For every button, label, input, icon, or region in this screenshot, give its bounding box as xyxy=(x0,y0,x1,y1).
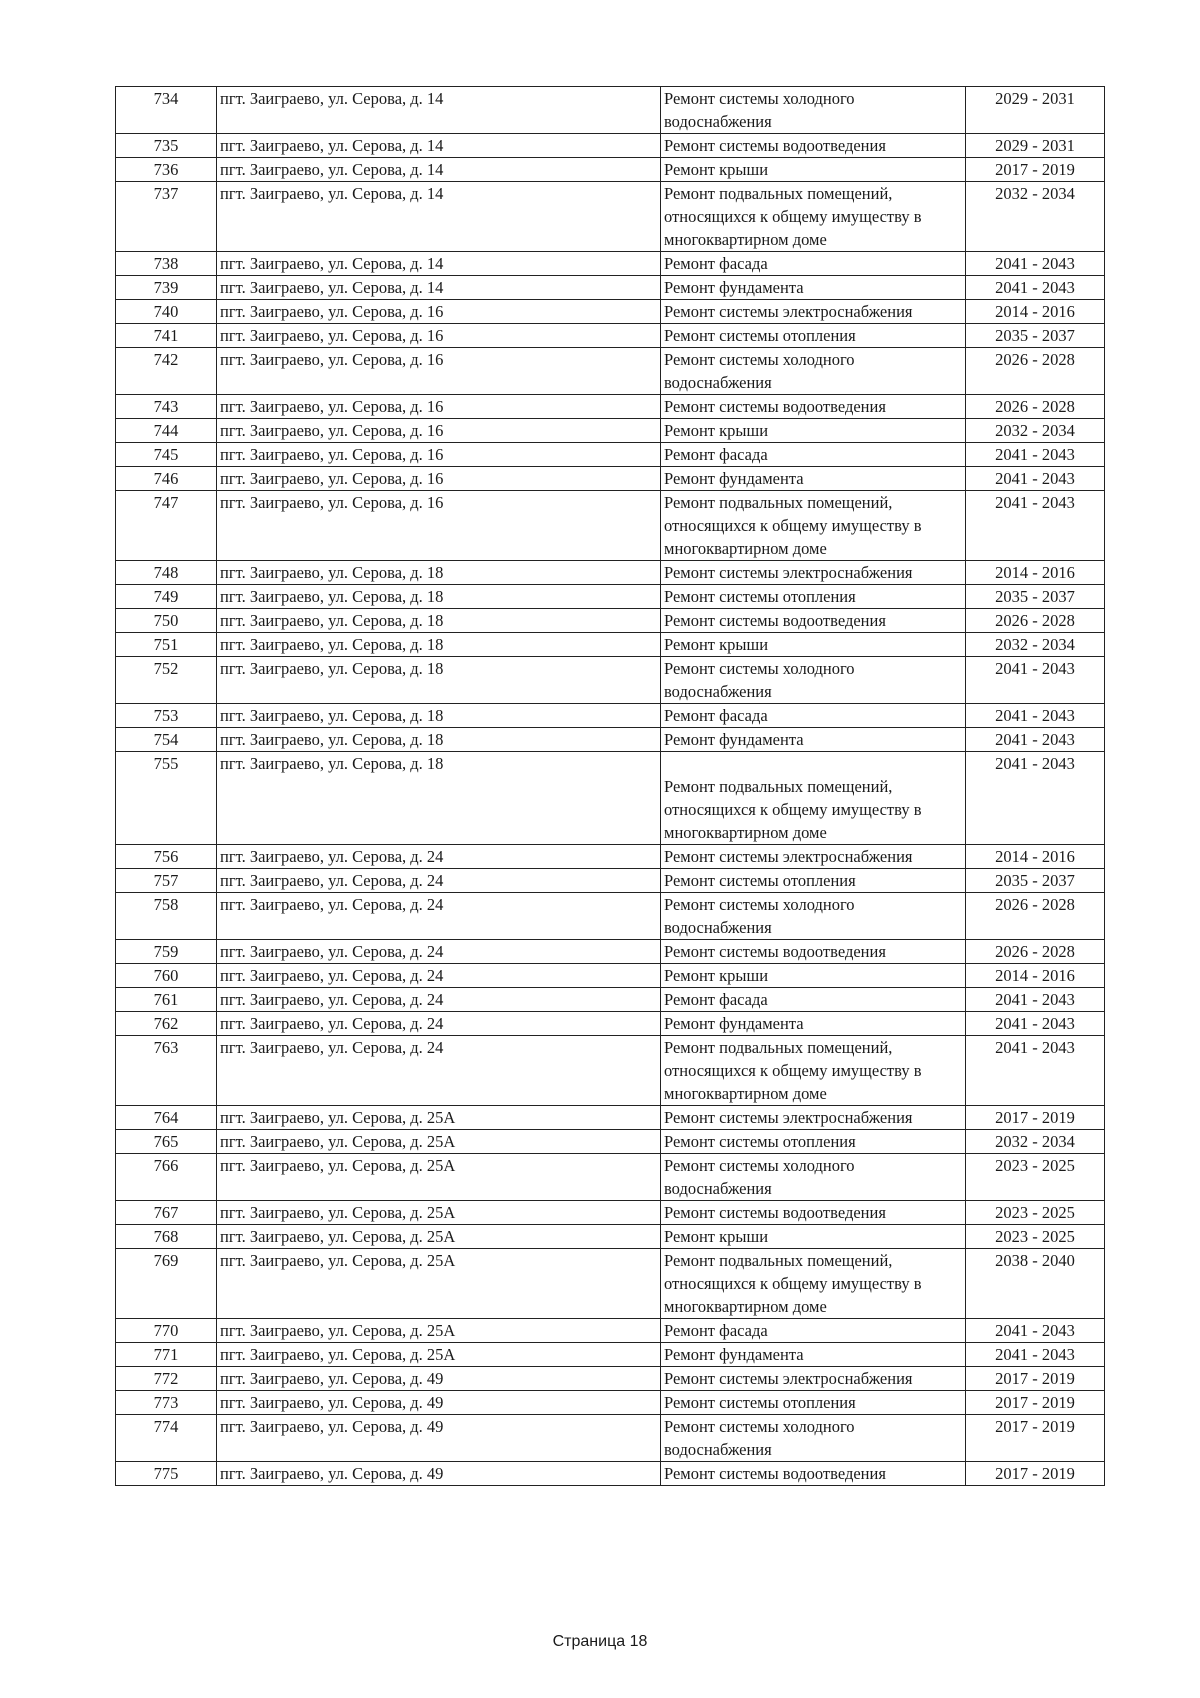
row-number-cell: 770 xyxy=(116,1319,217,1343)
row-number-cell: 749 xyxy=(116,585,217,609)
period-cell: 2014 - 2016 xyxy=(966,964,1105,988)
table-row xyxy=(116,1106,1105,1130)
works-table xyxy=(115,86,1105,1486)
work-type-cell: Ремонт фундамента xyxy=(661,276,966,300)
period-cell: 2017 - 2019 xyxy=(966,1367,1105,1391)
period-cell: 2041 - 2043 xyxy=(966,728,1105,752)
work-type-cell: Ремонт системы отопления xyxy=(661,324,966,348)
period-cell: 2035 - 2037 xyxy=(966,585,1105,609)
work-type-cell: Ремонт системы холодного водоснабжения xyxy=(661,657,966,704)
table-row xyxy=(116,87,1105,134)
period-cell: 2023 - 2025 xyxy=(966,1201,1105,1225)
period-cell: 2014 - 2016 xyxy=(966,561,1105,585)
row-number-cell: 736 xyxy=(116,158,217,182)
work-type-cell: Ремонт крыши xyxy=(661,964,966,988)
address-cell: пгт. Заиграево, ул. Серова, д. 24 xyxy=(217,1036,661,1106)
row-number-cell: 767 xyxy=(116,1201,217,1225)
address-cell: пгт. Заиграево, ул. Серова, д. 24 xyxy=(217,988,661,1012)
row-number-cell: 755 xyxy=(116,752,217,845)
table-row xyxy=(116,1225,1105,1249)
address-cell: пгт. Заиграево, ул. Серова, д. 18 xyxy=(217,728,661,752)
work-type-cell: Ремонт крыши xyxy=(661,158,966,182)
period-cell: 2029 - 2031 xyxy=(966,134,1105,158)
period-cell: 2026 - 2028 xyxy=(966,940,1105,964)
period-cell: 2041 - 2043 xyxy=(966,704,1105,728)
work-type-cell: Ремонт системы отопления xyxy=(661,1130,966,1154)
row-number-cell: 766 xyxy=(116,1154,217,1201)
address-cell: пгт. Заиграево, ул. Серова, д. 25А xyxy=(217,1154,661,1201)
period-cell: 2041 - 2043 xyxy=(966,1036,1105,1106)
period-cell: 2014 - 2016 xyxy=(966,300,1105,324)
row-number-cell: 764 xyxy=(116,1106,217,1130)
table-row xyxy=(116,561,1105,585)
row-number-cell: 765 xyxy=(116,1130,217,1154)
address-cell: пгт. Заиграево, ул. Серова, д. 24 xyxy=(217,869,661,893)
row-number-cell: 756 xyxy=(116,845,217,869)
table-row xyxy=(116,988,1105,1012)
table-row xyxy=(116,893,1105,940)
period-cell: 2014 - 2016 xyxy=(966,845,1105,869)
table-row xyxy=(116,1154,1105,1201)
work-type-cell: Ремонт подвальных помещений, относящихся к общему имуществу в многоквартирном доме xyxy=(661,491,966,561)
period-cell: 2032 - 2034 xyxy=(966,182,1105,252)
address-cell: пгт. Заиграево, ул. Серова, д. 16 xyxy=(217,395,661,419)
work-type-cell: Ремонт подвальных помещений, относящихся к общему имуществу в многоквартирном доме xyxy=(661,1036,966,1106)
address-cell: пгт. Заиграево, ул. Серова, д. 18 xyxy=(217,704,661,728)
period-cell: 2041 - 2043 xyxy=(966,752,1105,845)
address-cell: пгт. Заиграево, ул. Серова, д. 18 xyxy=(217,561,661,585)
period-cell: 2035 - 2037 xyxy=(966,324,1105,348)
work-type-cell: Ремонт крыши xyxy=(661,1225,966,1249)
work-type-cell: Ремонт фасада xyxy=(661,252,966,276)
address-cell: пгт. Заиграево, ул. Серова, д. 16 xyxy=(217,300,661,324)
table-row xyxy=(116,940,1105,964)
row-number-cell: 735 xyxy=(116,134,217,158)
table-row xyxy=(116,704,1105,728)
work-type-cell: Ремонт системы отопления xyxy=(661,585,966,609)
address-cell: пгт. Заиграево, ул. Серова, д. 49 xyxy=(217,1391,661,1415)
period-cell: 2032 - 2034 xyxy=(966,633,1105,657)
row-number-cell: 762 xyxy=(116,1012,217,1036)
table-row xyxy=(116,609,1105,633)
period-cell: 2041 - 2043 xyxy=(966,988,1105,1012)
row-number-cell: 750 xyxy=(116,609,217,633)
address-cell: пгт. Заиграево, ул. Серова, д. 25А xyxy=(217,1225,661,1249)
address-cell: пгт. Заиграево, ул. Серова, д. 49 xyxy=(217,1367,661,1391)
address-cell: пгт. Заиграево, ул. Серова, д. 14 xyxy=(217,158,661,182)
period-cell: 2029 - 2031 xyxy=(966,87,1105,134)
row-number-cell: 761 xyxy=(116,988,217,1012)
works-table-body xyxy=(116,87,1105,1486)
work-type-cell: Ремонт системы водоотведения xyxy=(661,395,966,419)
period-cell: 2026 - 2028 xyxy=(966,893,1105,940)
work-type-cell: Ремонт фасада xyxy=(661,988,966,1012)
address-cell: пгт. Заиграево, ул. Серова, д. 16 xyxy=(217,324,661,348)
work-type-cell: Ремонт системы холодного водоснабжения xyxy=(661,893,966,940)
row-number-cell: 746 xyxy=(116,467,217,491)
work-type-cell: Ремонт подвальных помещений, относящихся к общему имуществу в многоквартирном доме xyxy=(661,1249,966,1319)
row-number-cell: 739 xyxy=(116,276,217,300)
period-cell: 2026 - 2028 xyxy=(966,395,1105,419)
row-number-cell: 754 xyxy=(116,728,217,752)
address-cell: пгт. Заиграево, ул. Серова, д. 25А xyxy=(217,1249,661,1319)
table-row xyxy=(116,395,1105,419)
table-row xyxy=(116,633,1105,657)
address-cell: пгт. Заиграево, ул. Серова, д. 18 xyxy=(217,752,661,845)
row-number-cell: 768 xyxy=(116,1225,217,1249)
period-cell: 2041 - 2043 xyxy=(966,491,1105,561)
table-row xyxy=(116,1462,1105,1486)
period-cell: 2038 - 2040 xyxy=(966,1249,1105,1319)
table-row xyxy=(116,348,1105,395)
row-number-cell: 758 xyxy=(116,893,217,940)
period-cell: 2017 - 2019 xyxy=(966,1106,1105,1130)
work-type-cell: Ремонт системы электроснабжения xyxy=(661,300,966,324)
address-cell: пгт. Заиграево, ул. Серова, д. 25А xyxy=(217,1319,661,1343)
row-number-cell: 769 xyxy=(116,1249,217,1319)
work-type-cell: Ремонт системы электроснабжения xyxy=(661,845,966,869)
period-cell: 2032 - 2034 xyxy=(966,419,1105,443)
address-cell: пгт. Заиграево, ул. Серова, д. 14 xyxy=(217,134,661,158)
table-row xyxy=(116,300,1105,324)
work-type-cell: Ремонт крыши xyxy=(661,633,966,657)
table-row xyxy=(116,1130,1105,1154)
table-row xyxy=(116,252,1105,276)
period-cell: 2041 - 2043 xyxy=(966,657,1105,704)
address-cell: пгт. Заиграево, ул. Серова, д. 25А xyxy=(217,1201,661,1225)
table-row xyxy=(116,964,1105,988)
table-row xyxy=(116,1249,1105,1319)
work-type-cell: Ремонт системы холодного водоснабжения xyxy=(661,1415,966,1462)
address-cell: пгт. Заиграево, ул. Серова, д. 24 xyxy=(217,964,661,988)
row-number-cell: 751 xyxy=(116,633,217,657)
address-cell: пгт. Заиграево, ул. Серова, д. 14 xyxy=(217,87,661,134)
row-number-cell: 738 xyxy=(116,252,217,276)
table-row xyxy=(116,1367,1105,1391)
period-cell: 2041 - 2043 xyxy=(966,252,1105,276)
address-cell: пгт. Заиграево, ул. Серова, д. 14 xyxy=(217,182,661,252)
address-cell: пгт. Заиграево, ул. Серова, д. 16 xyxy=(217,467,661,491)
table-row xyxy=(116,419,1105,443)
address-cell: пгт. Заиграево, ул. Серова, д. 18 xyxy=(217,633,661,657)
period-cell: 2041 - 2043 xyxy=(966,1012,1105,1036)
row-number-cell: 760 xyxy=(116,964,217,988)
address-cell: пгт. Заиграево, ул. Серова, д. 16 xyxy=(217,419,661,443)
work-type-cell: Ремонт системы водоотведения xyxy=(661,609,966,633)
address-cell: пгт. Заиграево, ул. Серова, д. 25А xyxy=(217,1343,661,1367)
period-cell: 2032 - 2034 xyxy=(966,1130,1105,1154)
period-cell: 2041 - 2043 xyxy=(966,1343,1105,1367)
table-row xyxy=(116,1036,1105,1106)
address-cell: пгт. Заиграево, ул. Серова, д. 16 xyxy=(217,443,661,467)
work-type-cell: Ремонт системы электроснабжения xyxy=(661,1367,966,1391)
work-type-cell: Ремонт фундамента xyxy=(661,728,966,752)
row-number-cell: 752 xyxy=(116,657,217,704)
table-row xyxy=(116,467,1105,491)
work-type-cell: Ремонт системы холодного водоснабжения xyxy=(661,1154,966,1201)
work-type-cell: Ремонт системы отопления xyxy=(661,869,966,893)
row-number-cell: 753 xyxy=(116,704,217,728)
work-type-cell: Ремонт подвальных помещений, относящихся к общему имуществу в многоквартирном доме xyxy=(661,752,966,845)
period-cell: 2041 - 2043 xyxy=(966,276,1105,300)
work-type-cell: Ремонт крыши xyxy=(661,419,966,443)
work-type-cell: Ремонт системы электроснабжения xyxy=(661,1106,966,1130)
period-cell: 2017 - 2019 xyxy=(966,1462,1105,1486)
row-number-cell: 763 xyxy=(116,1036,217,1106)
work-type-cell: Ремонт системы водоотведения xyxy=(661,1462,966,1486)
table-row xyxy=(116,158,1105,182)
address-cell: пгт. Заиграево, ул. Серова, д. 18 xyxy=(217,585,661,609)
work-type-cell: Ремонт фундамента xyxy=(661,1012,966,1036)
table-row xyxy=(116,869,1105,893)
period-cell: 2041 - 2043 xyxy=(966,1319,1105,1343)
table-row xyxy=(116,134,1105,158)
table-row xyxy=(116,1343,1105,1367)
row-number-cell: 759 xyxy=(116,940,217,964)
period-cell: 2023 - 2025 xyxy=(966,1154,1105,1201)
work-type-cell: Ремонт системы электроснабжения xyxy=(661,561,966,585)
work-type-cell: Ремонт системы водоотведения xyxy=(661,940,966,964)
row-number-cell: 747 xyxy=(116,491,217,561)
address-cell: пгт. Заиграево, ул. Серова, д. 14 xyxy=(217,252,661,276)
row-number-cell: 744 xyxy=(116,419,217,443)
work-type-cell: Ремонт системы холодного водоснабжения xyxy=(661,87,966,134)
row-number-cell: 743 xyxy=(116,395,217,419)
period-cell: 2017 - 2019 xyxy=(966,1415,1105,1462)
table-row xyxy=(116,585,1105,609)
address-cell: пгт. Заиграево, ул. Серова, д. 24 xyxy=(217,940,661,964)
work-type-cell: Ремонт подвальных помещений, относящихся к общему имуществу в многоквартирном доме xyxy=(661,182,966,252)
row-number-cell: 773 xyxy=(116,1391,217,1415)
work-type-cell: Ремонт системы водоотведения xyxy=(661,134,966,158)
table-row xyxy=(116,1391,1105,1415)
row-number-cell: 742 xyxy=(116,348,217,395)
table-row xyxy=(116,443,1105,467)
address-cell: пгт. Заиграево, ул. Серова, д. 25А xyxy=(217,1130,661,1154)
row-number-cell: 748 xyxy=(116,561,217,585)
table-row xyxy=(116,1319,1105,1343)
period-cell: 2026 - 2028 xyxy=(966,348,1105,395)
row-number-cell: 772 xyxy=(116,1367,217,1391)
row-number-cell: 737 xyxy=(116,182,217,252)
work-type-cell: Ремонт системы холодного водоснабжения xyxy=(661,348,966,395)
address-cell: пгт. Заиграево, ул. Серова, д. 16 xyxy=(217,348,661,395)
table-row xyxy=(116,1415,1105,1462)
period-cell: 2017 - 2019 xyxy=(966,1391,1105,1415)
period-cell: 2023 - 2025 xyxy=(966,1225,1105,1249)
row-number-cell: 745 xyxy=(116,443,217,467)
row-number-cell: 740 xyxy=(116,300,217,324)
table-row xyxy=(116,657,1105,704)
table-row xyxy=(116,752,1105,845)
table-row xyxy=(116,1012,1105,1036)
address-cell: пгт. Заиграево, ул. Серова, д. 24 xyxy=(217,1012,661,1036)
work-type-cell: Ремонт фундамента xyxy=(661,467,966,491)
period-cell: 2041 - 2043 xyxy=(966,443,1105,467)
row-number-cell: 774 xyxy=(116,1415,217,1462)
row-number-cell: 757 xyxy=(116,869,217,893)
work-type-cell: Ремонт фасада xyxy=(661,1319,966,1343)
table-row xyxy=(116,276,1105,300)
address-cell: пгт. Заиграево, ул. Серова, д. 14 xyxy=(217,276,661,300)
work-type-cell: Ремонт фундамента xyxy=(661,1343,966,1367)
address-cell: пгт. Заиграево, ул. Серова, д. 49 xyxy=(217,1462,661,1486)
row-number-cell: 775 xyxy=(116,1462,217,1486)
address-cell: пгт. Заиграево, ул. Серова, д. 25А xyxy=(217,1106,661,1130)
page-number: Страница 18 xyxy=(552,1633,648,1650)
table-row xyxy=(116,728,1105,752)
table-row xyxy=(116,324,1105,348)
row-number-cell: 741 xyxy=(116,324,217,348)
work-type-cell: Ремонт фасада xyxy=(661,443,966,467)
address-cell: пгт. Заиграево, ул. Серова, д. 18 xyxy=(217,657,661,704)
work-type-cell: Ремонт фасада xyxy=(661,704,966,728)
table-row xyxy=(116,491,1105,561)
period-cell: 2017 - 2019 xyxy=(966,158,1105,182)
period-cell: 2035 - 2037 xyxy=(966,869,1105,893)
table-row xyxy=(116,1201,1105,1225)
work-type-cell: Ремонт системы водоотведения xyxy=(661,1201,966,1225)
row-number-cell: 734 xyxy=(116,87,217,134)
address-cell: пгт. Заиграево, ул. Серова, д. 49 xyxy=(217,1415,661,1462)
address-cell: пгт. Заиграево, ул. Серова, д. 24 xyxy=(217,845,661,869)
address-cell: пгт. Заиграево, ул. Серова, д. 24 xyxy=(217,893,661,940)
period-cell: 2041 - 2043 xyxy=(966,467,1105,491)
period-cell: 2026 - 2028 xyxy=(966,609,1105,633)
address-cell: пгт. Заиграево, ул. Серова, д. 18 xyxy=(217,609,661,633)
row-number-cell: 771 xyxy=(116,1343,217,1367)
table-row xyxy=(116,182,1105,252)
table-row xyxy=(116,845,1105,869)
address-cell: пгт. Заиграево, ул. Серова, д. 16 xyxy=(217,491,661,561)
work-type-cell: Ремонт системы отопления xyxy=(661,1391,966,1415)
